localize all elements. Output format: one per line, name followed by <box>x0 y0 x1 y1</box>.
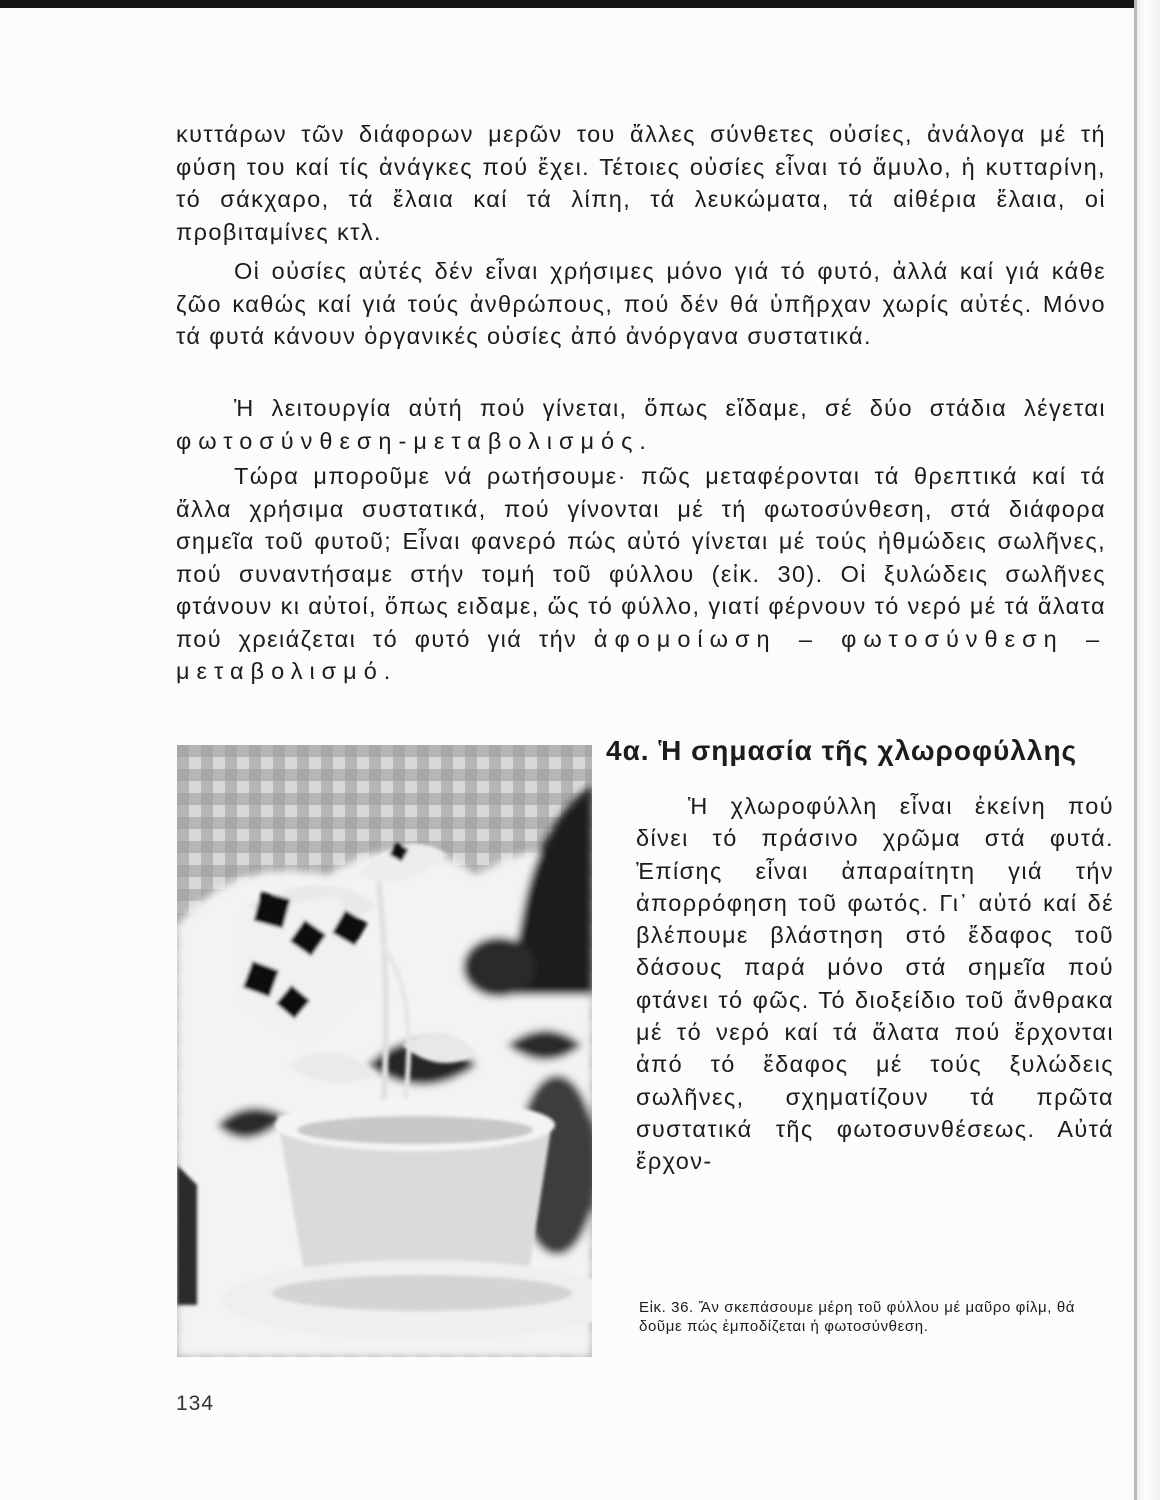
saucer-inner <box>272 1275 572 1311</box>
dark-object-left-edge <box>177 1165 197 1305</box>
paragraph-3 <box>176 392 1106 457</box>
term-photosynthesis-metabolism: φωτοσύνθεση-μεταβολισμός. <box>176 427 653 454</box>
flower-pot-soil <box>297 1116 533 1144</box>
paragraph-2: Οἱ οὐσίες αὐτές δέν εἶναι χρήσιμες μόνο γιά τό φυτό, ἀλλά καί γιά κάθε ζῶο καθώς καί γιά τούς ἀνθρώπους, πού δέν θά ὑπῆρχαν χωρίς αὐτές. Μόνο τά φυτά κάνουν ὀργανικές οὐσίες ἀπό ἀνόργανα συστατικά. <box>176 258 1106 349</box>
paragraph-4 <box>176 460 1106 688</box>
paragraph-1: κυττάρων τῶν διάφορων μερῶν του ἄλλες σύνθετες οὐσίες, ἀνάλογα μέ τή φύση του καί τίς ἀνάγκες πού ἔχει. Τέτοιες οὐσίες εἶναι τό ἄμυλο, ἡ κυτταρίνη, τό σάκχαρο, τά ἔλαια καί τά λίπη, τά λευκώματα, τά αἰθέρια ἔλαια, οἱ προβιταμίνες κτλ. <box>176 121 1106 245</box>
section-body-text: Ἡ χλωροφύλλη εἶναι ἐκείνη πού δίνει τό πράσινο χρῶμα στά φυτά. Ἐπίσης εἶναι ἀπαραίτητη γιά τήν ἀπορρόφηση τοῦ φωτός. Γι᾿ αὐτό καί δέ βλέπουμε βλάστηση στό ἔδαφος τοῦ δάσους παρά μόνο στά σημεῖα πού φτάνει τό φῶς. Τό διοξείδιο τοῦ ἄνθρακα μέ τό νερό καί τά ἅλατα πού ἔρχονται ἀπό τό ἔδαφος μέ τούς ξυλώδεις σωλῆνες, σχηματίζουν τά πρῶτα συστατικά τῆς φωτοσυνθέσεως. Αὐτά ἔρχον- <box>636 793 1114 1175</box>
top-edge-rule <box>0 0 1160 8</box>
figure-caption: Εἰκ. 36. Ἄν σκεπάσουμε μέρη τοῦ φύλλου μέ μαῦρο φίλμ, θά δοῦμε πώς ἐμποδίζεται ἡ φωτοσύνθεση. <box>639 1299 1076 1335</box>
page-number: 134 <box>176 1392 215 1415</box>
paragraph-3-text: Ἡ λειτουργία αὐτή πού γίνεται, ὅπως εἴδαμε, σέ δύο στάδια λέγεται <box>234 395 1106 421</box>
lace-hole-right <box>463 937 535 997</box>
section-heading: 4α. Ἡ σημασία τῆς χλωροφύλλης <box>606 735 1078 766</box>
figure-photo-potted-plant <box>177 745 592 1357</box>
page-binding-edge <box>1134 0 1160 1500</box>
plant-photo-illustration <box>177 745 592 1357</box>
paragraph-4-text: Τώρα μποροῦμε νά ρωτήσουμε· πῶς μεταφέρονται τά θρεπτικά καί τά ἄλλα χρήσιμα συστατικά, πού γίνονται μέ τή φωτοσύνθεση, στά διάφορα σημεῖα τοῦ φυτοῦ; Εἶναι φανερό πώς αὐτό γίνεται μέ τούς ἠθμώδεις σωλῆνες, πού συναντήσαμε στήν τομή τοῦ φύλλου (εἰκ. 30). Οἱ ξυλώδεις σωλῆνες φτάνουν κι αὐτοί, ὅπως ειδαμε, ὥς τό φύλλο, γιατί φέρνουν τό νερό μέ τά ἅλατα πού χρειάζεται τό φυτό γιά τήν <box>176 463 1106 652</box>
term-assimilation-photosynthesis-metabolism: ἀφομοίωση – φωτοσύνθεση – μεταβολισμό. <box>176 625 1107 684</box>
